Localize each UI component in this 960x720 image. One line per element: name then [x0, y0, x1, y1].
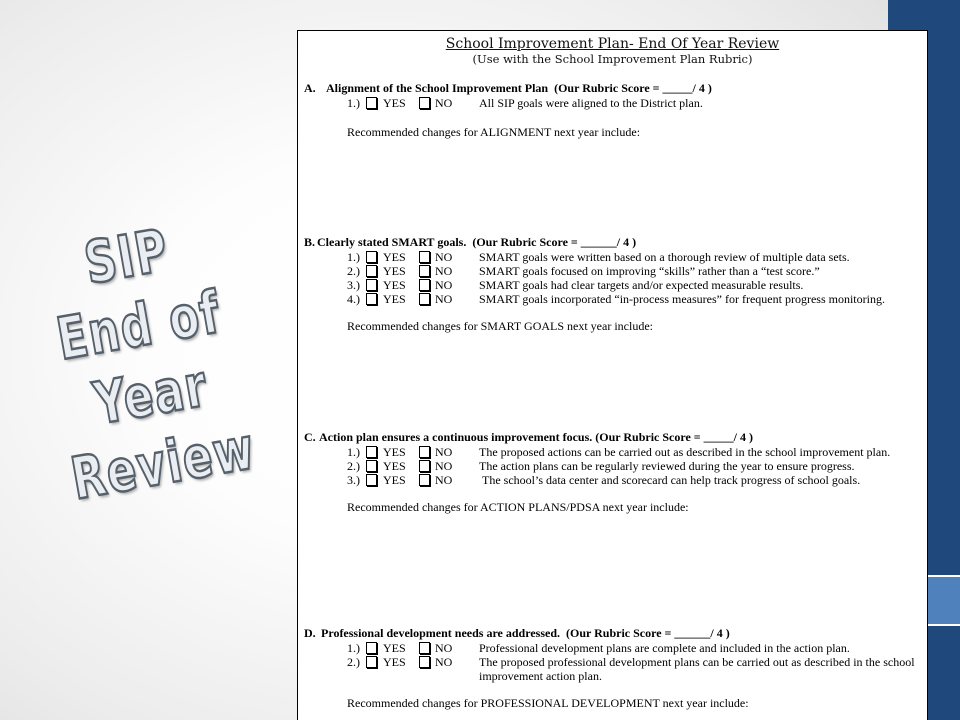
section-header: [298, 430, 927, 445]
item-statement: SMART goals focused on improving “skills” rather than a “test score.”: [479, 263, 820, 278]
item-statement: The proposed professional development plans can be carried out as described in the school improvement action plan.: [479, 654, 918, 683]
item-number: 2.): [347, 263, 360, 278]
no-checkbox-icon: [419, 656, 430, 668]
yes-label: YES: [383, 263, 406, 278]
item-number: 2.): [347, 654, 360, 669]
section-action-plan: [298, 430, 927, 514]
yes-checkbox-icon: [366, 474, 377, 486]
document-header: [298, 36, 927, 67]
section-letter: D.: [304, 625, 316, 640]
section-heading: Action plan ensures a continuous improvement focus. (Our Rubric Score = _____/ 4 ): [319, 429, 753, 444]
section-letter: A.: [304, 80, 316, 95]
recommended-changes-label: Recommended changes for ACTION PLANS/PDSA next year include:: [347, 499, 689, 514]
section-heading: Professional development needs are addressed. (Our Rubric Score = ______/ 4 ): [321, 625, 730, 640]
item-number: 3.): [347, 277, 360, 292]
yes-checkbox-icon: [366, 251, 377, 263]
no-label: NO: [435, 263, 453, 278]
section-header: [298, 81, 927, 96]
slide-title: [14, 203, 277, 517]
item-number: 1.): [347, 640, 360, 655]
no-checkbox-icon: [419, 460, 430, 472]
yes-checkbox-icon: [366, 460, 377, 472]
no-label: NO: [435, 458, 453, 473]
yes-checkbox-icon: [366, 446, 377, 458]
section-heading: Clearly stated SMART goals. (Our Rubric Score = ______/ 4 ): [317, 234, 637, 249]
no-checkbox-icon: [419, 642, 430, 654]
checklist-item: [298, 445, 927, 459]
no-label: NO: [435, 291, 453, 306]
item-statement: The school’s data center and scorecard can help track progress of school goals.: [479, 472, 861, 487]
no-checkbox-icon: [419, 251, 430, 263]
item-statement: Professional development plans are complete and included in the action plan.: [479, 640, 850, 655]
yes-label: YES: [383, 458, 406, 473]
yes-label: YES: [383, 640, 406, 655]
item-statement: SMART goals were written based on a thorough review of multiple data sets.: [479, 249, 850, 264]
yes-checkbox-icon: [366, 293, 377, 305]
no-label: NO: [435, 654, 453, 669]
item-statement: The proposed actions can be carried out as described in the school improvement plan.: [479, 444, 891, 459]
yes-label: YES: [383, 472, 406, 487]
yes-checkbox-icon: [366, 656, 377, 668]
section-letter: B.: [304, 234, 316, 249]
yes-label: YES: [383, 277, 406, 292]
checklist-item: [298, 292, 927, 306]
section-smart-goals: [298, 235, 927, 333]
checklist-item: [298, 264, 927, 278]
no-checkbox-icon: [419, 474, 430, 486]
section-header: [298, 626, 927, 641]
no-checkbox-icon: [419, 446, 430, 458]
document-subtitle: (Use with the School Improvement Plan Rubric): [472, 52, 753, 66]
item-statement: SMART goals had clear targets and/or expected measurable results.: [479, 277, 804, 292]
item-number: 1.): [347, 95, 360, 110]
checklist-item: [298, 250, 927, 264]
recommended-changes-label: Recommended changes for SMART GOALS next year include:: [347, 318, 653, 333]
no-checkbox-icon: [419, 293, 430, 305]
no-label: NO: [435, 640, 453, 655]
checklist-item: [298, 459, 927, 473]
no-checkbox-icon: [419, 265, 430, 277]
yes-label: YES: [383, 654, 406, 669]
yes-label: YES: [383, 95, 406, 110]
no-checkbox-icon: [419, 279, 430, 291]
no-label: NO: [435, 95, 453, 110]
item-statement: The action plans can be regularly reviewed during the year to ensure progress.: [479, 458, 855, 473]
no-label: NO: [435, 444, 453, 459]
recommended-changes-label: Recommended changes for PROFESSIONAL DEVELOPMENT next year include:: [347, 695, 749, 710]
section-letter: C.: [304, 429, 316, 444]
yes-checkbox-icon: [366, 279, 377, 291]
checklist-item: [298, 655, 927, 683]
item-number: 1.): [347, 249, 360, 264]
item-statement: All SIP goals were aligned to the District plan.: [479, 95, 703, 110]
no-label: NO: [435, 472, 453, 487]
yes-label: YES: [383, 444, 406, 459]
item-number: 4.): [347, 291, 360, 306]
checklist-item: [298, 96, 927, 110]
no-label: NO: [435, 249, 453, 264]
section-alignment: [298, 81, 927, 139]
item-number: 3.): [347, 472, 360, 487]
section-professional-development: [298, 626, 927, 710]
yes-label: YES: [383, 291, 406, 306]
document-title: School Improvement Plan- End Of Year Review: [445, 36, 780, 52]
checklist-item: [298, 473, 927, 487]
no-checkbox-icon: [419, 97, 430, 109]
recommended-changes-label: Recommended changes for ALIGNMENT next year include:: [347, 124, 641, 139]
checklist-item: [298, 278, 927, 292]
item-number: 1.): [347, 444, 360, 459]
section-header: [298, 235, 927, 250]
slide-title-line: Year: [89, 351, 214, 438]
document-image: [297, 30, 928, 720]
yes-checkbox-icon: [366, 265, 377, 277]
yes-checkbox-icon: [366, 642, 377, 654]
section-heading: Alignment of the School Improvement Plan (Our Rubric Score = _____/ 4 ): [326, 80, 712, 95]
slide-title-line: Review: [66, 413, 261, 513]
slide-title-line: End of: [51, 277, 226, 374]
item-number: 2.): [347, 458, 360, 473]
yes-checkbox-icon: [366, 97, 377, 109]
checklist-item: [298, 641, 927, 655]
slide-title-line: SIP: [79, 215, 174, 298]
yes-label: YES: [383, 249, 406, 264]
no-label: NO: [435, 277, 453, 292]
item-statement: SMART goals incorporated “in-process measures” for frequent progress monitoring.: [479, 291, 885, 306]
